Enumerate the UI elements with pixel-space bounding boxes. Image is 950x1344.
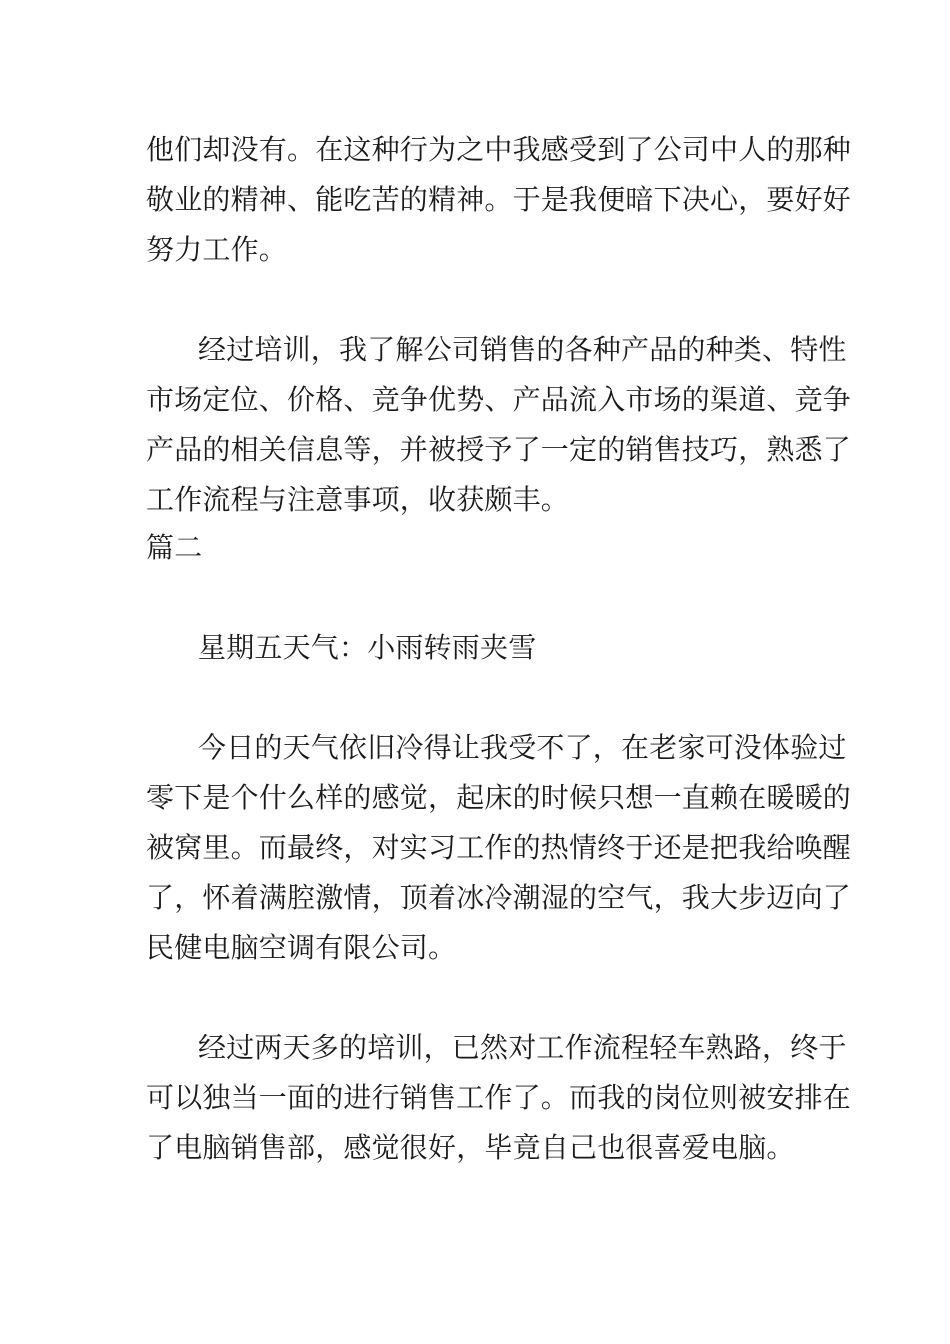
paragraph-line: 今日的天气依旧冷得让我受不了，在老家可没体验过 (198, 731, 847, 764)
paragraph-line: 市场定位、价格、竞争优势、产品流入市场的渠道、竞争 (146, 383, 852, 416)
paragraph-line: 零下是个什么样的感觉，起床的时候只想一直赖在暖暖的 (146, 781, 852, 814)
paragraph-line: 了电脑销售部，感觉很好，毕竟自己也很喜爱电脑。 (146, 1131, 795, 1164)
paragraph-line: 经过两天多的培训，已然对工作流程轻车熟路，终于 (198, 1031, 847, 1064)
paragraph-line: 工作流程与注意事项，收获颇丰。 (146, 483, 570, 516)
paragraph-line: 努力工作。 (146, 233, 288, 266)
paragraph-line: 民健电脑空调有限公司。 (146, 931, 457, 964)
section-heading: 篇二 (146, 531, 203, 564)
paragraph-line: 了，怀着满腔激情，顶着冰冷潮湿的空气，我大步迈向了 (146, 881, 852, 914)
paragraph-line: 被窝里。而最终，对实习工作的热情终于还是把我给唤醒 (146, 831, 852, 864)
paragraph-line: 产品的相关信息等，并被授予了一定的销售技巧，熟悉了 (146, 433, 852, 466)
diary-date-weather: 星期五天气：小雨转雨夹雪 (198, 631, 537, 664)
paragraph-line: 经过培训，我了解公司销售的各种产品的种类、特性 (198, 333, 847, 366)
paragraph-line: 可以独当一面的进行销售工作了。而我的岗位则被安排在 (146, 1081, 852, 1114)
paragraph-line: 他们却没有。在这种行为之中我感受到了公司中人的那种 (146, 133, 852, 166)
paragraph-line: 敬业的精神、能吃苦的精神。于是我便暗下决心，要好好 (146, 183, 852, 216)
